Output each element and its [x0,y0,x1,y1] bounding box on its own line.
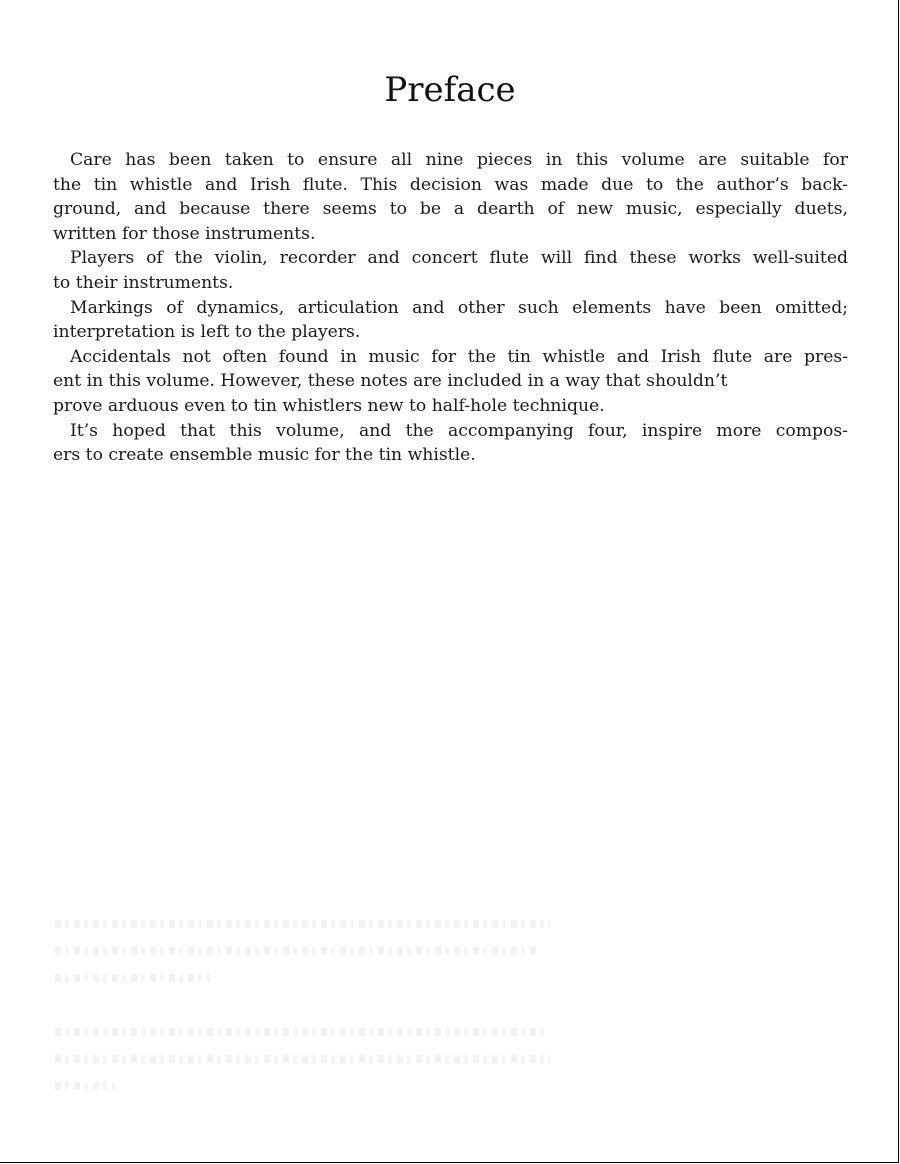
paragraph-line: Markings of dynamics, articulation and other such elements have been omitted; [70,297,848,318]
paragraph-line: Players of the violin, recorder and concert flute will find these works well-suited [70,248,848,269]
paragraph-line: ers to create ensemble music for the tin whistle. [53,445,476,466]
faint-line [55,974,210,982]
faint-line [55,920,550,928]
paragraph-line: prove arduous even to tin whistlers new to half-hole technique. [53,395,605,416]
paragraph-line: Care has been taken to ensure all nine pieces in this volume are suitable for [70,150,848,170]
paragraph-line: Accidentals not often found in music for the tin whistle and Irish flute are pres- [70,346,848,367]
faint-line [55,947,540,955]
faint-line [55,1055,550,1063]
paragraph-line: written for those instruments. [53,223,316,244]
faint-line [55,1028,545,1036]
paragraph-line: interpretation is left to the players. [53,322,361,343]
paragraph-line: the tin whistle and Irish flute. This decision was made due to the author’s back- [53,174,848,195]
faint-bleed-through-text [55,920,550,1001]
faint-bleed-through-text [55,1028,550,1109]
paragraph-line: ground, and because there seems to be a dearth of new music, especially duets, [53,199,848,220]
preface-body [53,148,848,468]
paragraph-line: It’s hoped that this volume, and the accompanying four, inspire more compos- [70,420,848,441]
page-title: Preface [384,70,516,110]
paragraph-line: to their instruments. [53,272,234,293]
paragraph-line: ent in this volume. However, these notes are included in a way that shouldn’t [53,371,728,392]
faint-line [55,1082,115,1090]
